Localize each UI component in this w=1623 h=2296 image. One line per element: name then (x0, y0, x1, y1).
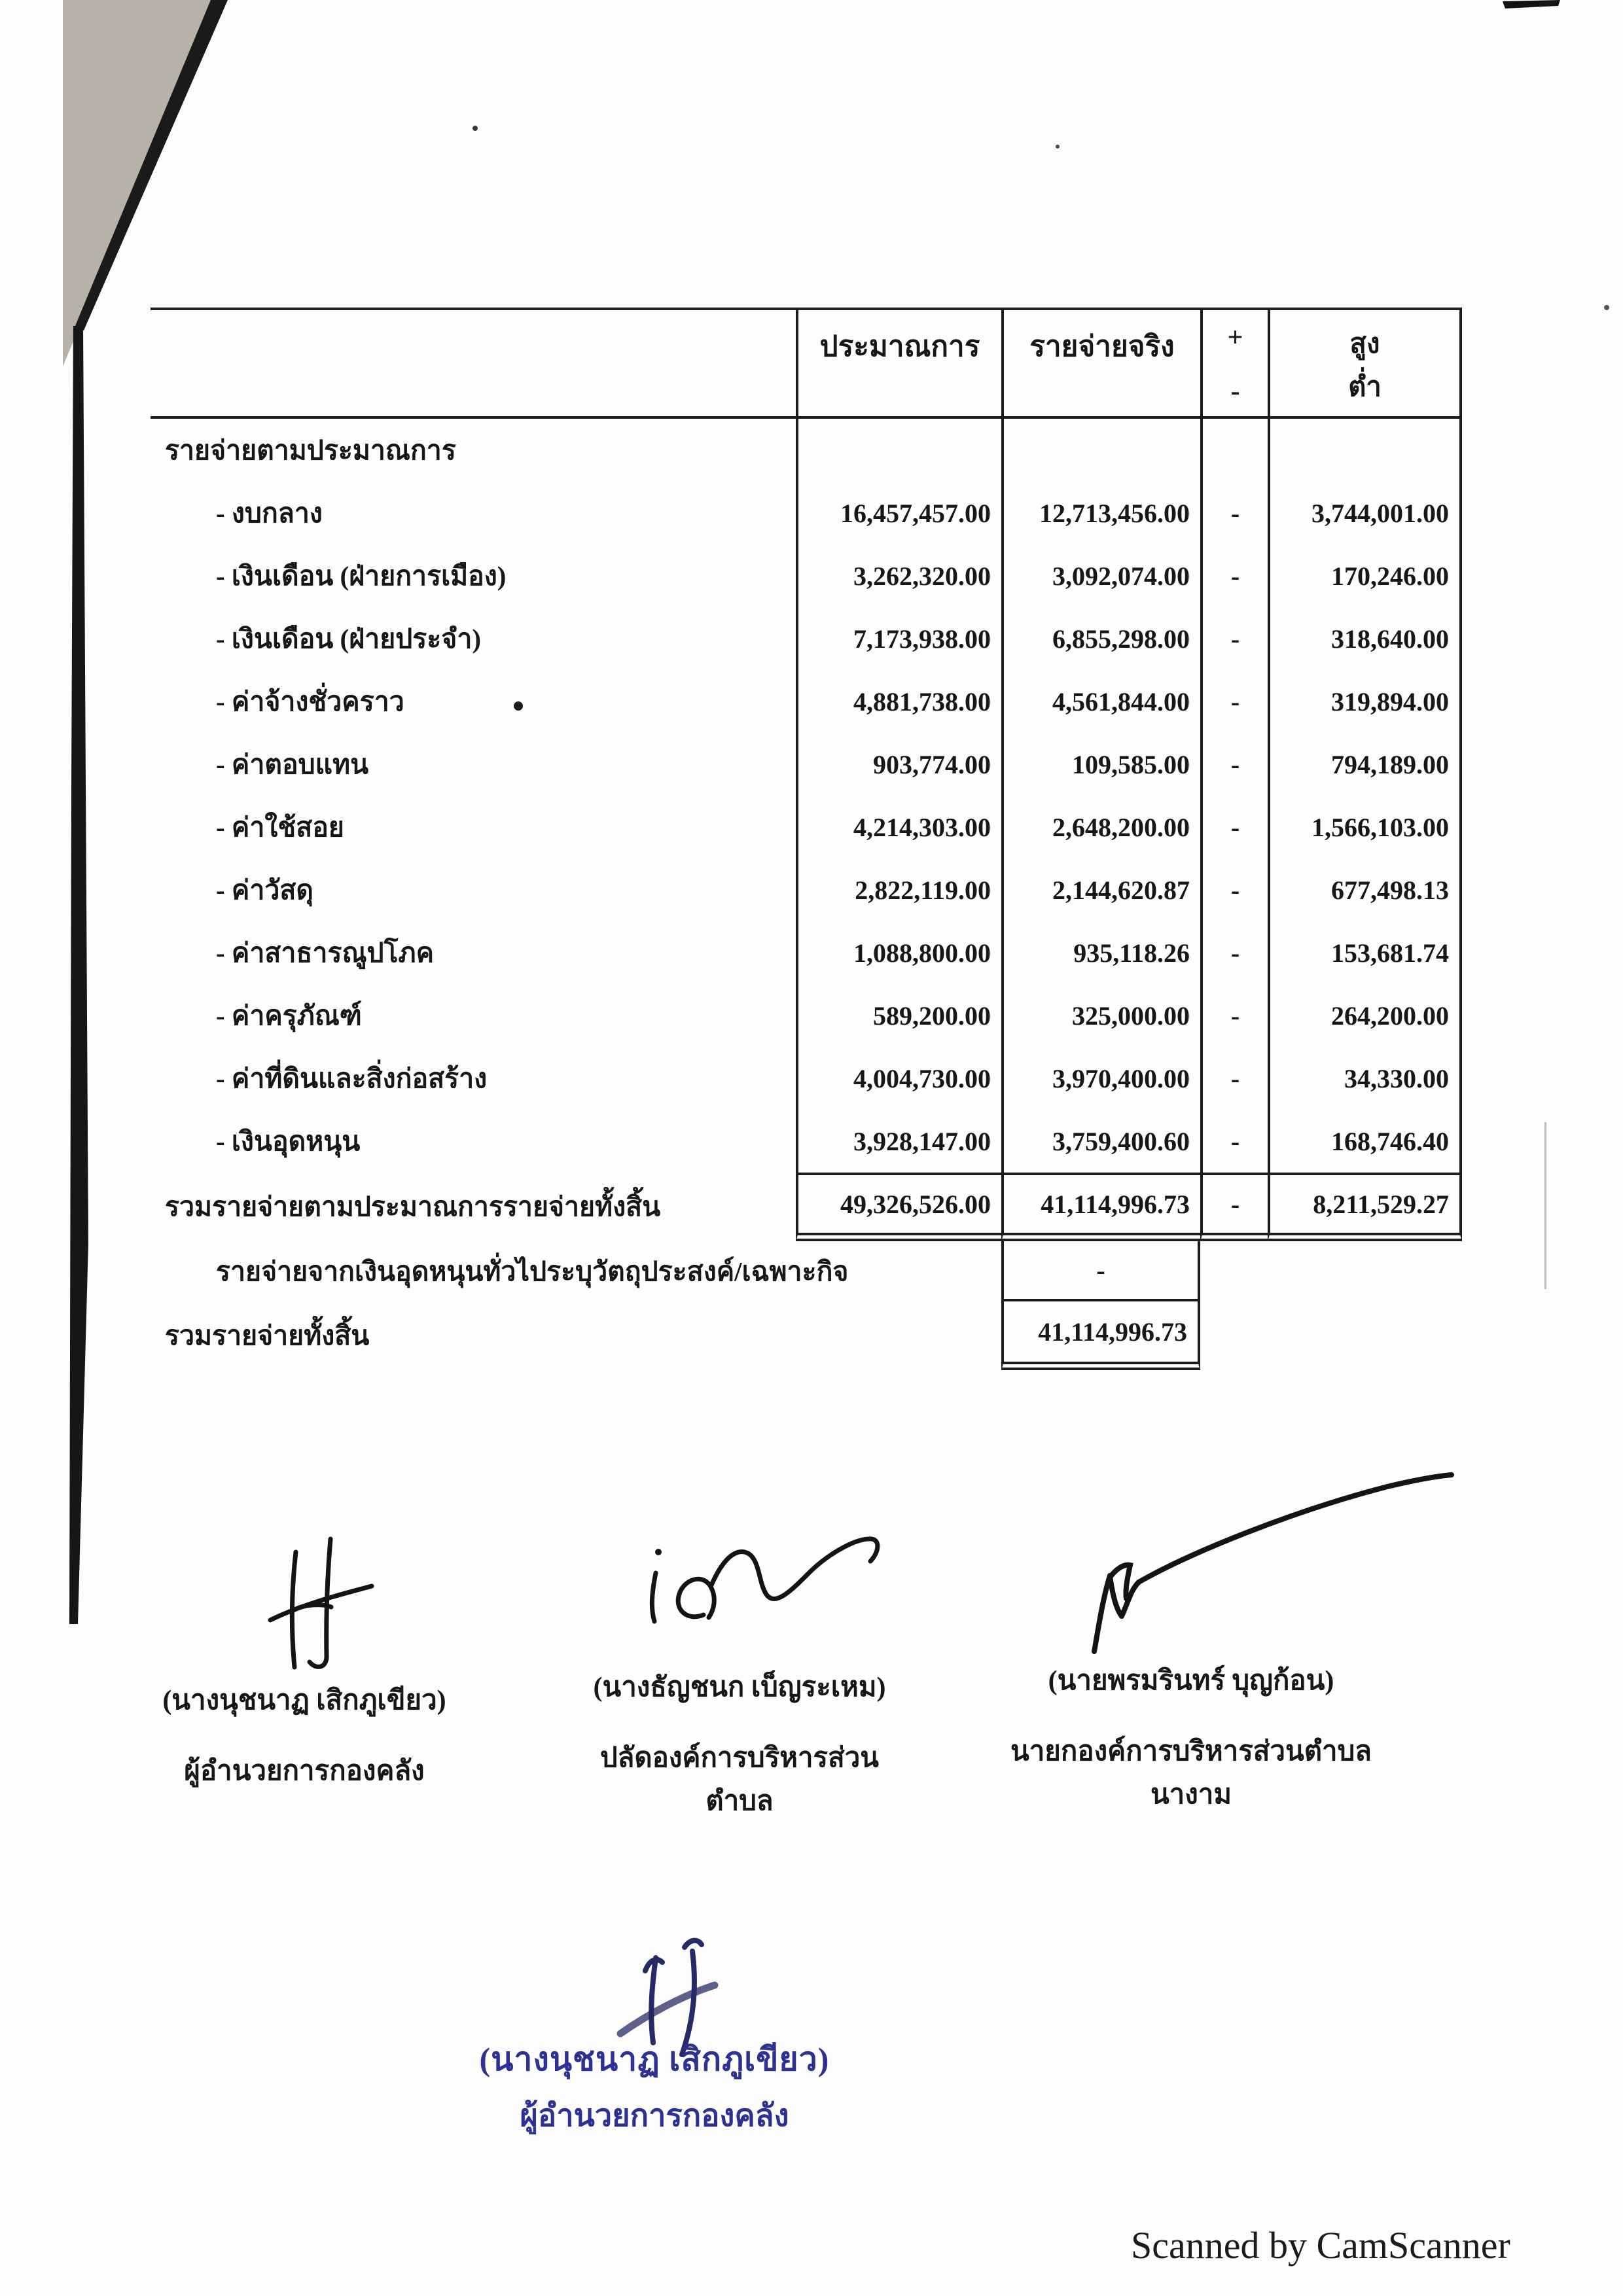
signer-title: ผู้อำนวยการกองคลัง (184, 1756, 425, 1786)
row-label: - งบกลาง (216, 497, 323, 528)
stamp-name: (นางนุชนาฏ เสิกภูเขียว) (479, 2041, 830, 2077)
grand-total-label: รวมรายจ่ายทั้งสิ้น (165, 1320, 370, 1351)
estimate-cell: 3,262,320.00 (796, 544, 1001, 607)
estimate-cell: 4,004,730.00 (796, 1047, 1001, 1110)
subsidy-actual-cell: - (1001, 1241, 1200, 1301)
diff-cell: 168,746.40 (1268, 1110, 1462, 1173)
sign-cell: - (1200, 733, 1268, 796)
minus-sign: - (1230, 376, 1240, 406)
total-diff-cell: 8,211,529.27 (1268, 1173, 1462, 1241)
section-label: รายจ่ายตามประมาณการ (165, 434, 456, 465)
row-label: - เงินอุดหนุน (216, 1125, 361, 1156)
sign-cell: - (1200, 607, 1268, 670)
diff-cell: 264,200.00 (1268, 984, 1462, 1047)
diff-cell: 34,330.00 (1268, 1047, 1462, 1110)
signature-finance-director (270, 1539, 372, 1667)
actual-cell: 4,561,844.00 (1001, 670, 1200, 733)
empty-cell (796, 419, 1001, 482)
actual-cell: 325,000.00 (1001, 984, 1200, 1047)
camscanner-watermark: Scanned by CamScanner (1131, 2224, 1510, 2267)
estimate-cell: 4,214,303.00 (796, 796, 1001, 858)
estimate-cell: 16,457,457.00 (796, 482, 1001, 544)
plus-sign: + (1227, 323, 1243, 353)
sign-cell: - (1200, 482, 1268, 544)
empty-cell (1200, 419, 1268, 482)
page-edge-diagonal (73, 0, 228, 330)
sign-cell: - (1200, 984, 1268, 1047)
estimate-cell: 2,822,119.00 (796, 858, 1001, 921)
diff-cell: 3,744,001.00 (1268, 482, 1462, 544)
grand-total-actual-cell: 41,114,996.73 (1001, 1301, 1200, 1370)
diff-high-label: สูง (1349, 329, 1380, 359)
empty-cell (1001, 419, 1200, 482)
stamp-title: ผู้อำนวยการกองคลัง (520, 2099, 789, 2133)
diff-cell: 319,894.00 (1268, 670, 1462, 733)
header-empty-cell (151, 308, 796, 419)
actual-cell: 2,648,200.00 (1001, 796, 1200, 858)
empty-cell (1268, 1301, 1462, 1370)
sign-cell: - (1200, 921, 1268, 984)
signature-block-finance-director (151, 1678, 458, 1792)
header-estimate: ประมาณการ (796, 308, 1001, 419)
diff-cell: 1,566,103.00 (1268, 796, 1462, 858)
signature-block-clerk (569, 1665, 910, 1822)
signer-title: นายกองค์การบริหารส่วนตำบลนางาม (1010, 1737, 1372, 1810)
actual-cell: 6,855,298.00 (1001, 607, 1200, 670)
page-edge-vertical (69, 326, 88, 1624)
row-label: - ค่าครุภัณฑ์ (216, 1000, 362, 1031)
sign-cell: - (1200, 544, 1268, 607)
actual-cell: 3,092,074.00 (1001, 544, 1200, 607)
diff-cell: 170,246.00 (1268, 544, 1462, 607)
empty-cell (1268, 419, 1462, 482)
diff-cell: 153,681.74 (1268, 921, 1462, 984)
actual-cell: 12,713,456.00 (1001, 482, 1200, 544)
signer-name: (นายพรมรินทร์ บุญก้อน) (1048, 1666, 1334, 1696)
actual-cell: 3,759,400.60 (1001, 1110, 1200, 1173)
header-diff (1268, 308, 1462, 419)
total-actual-cell: 41,114,996.73 (1001, 1173, 1200, 1241)
signer-title: ปลัดองค์การบริหารส่วนตำบล (599, 1743, 880, 1816)
actual-cell: 3,970,400.00 (1001, 1047, 1200, 1110)
row-label: - ค่าใช้สอย (216, 811, 344, 842)
estimate-cell: 1,088,800.00 (796, 921, 1001, 984)
estimate-cell: 4,881,738.00 (796, 670, 1001, 733)
row-label: - เงินเดือน (ฝ่ายการเมือง) (216, 560, 507, 591)
row-label: - เงินเดือน (ฝ่ายประจำ) (216, 623, 481, 654)
row-label: - ค่าสาธารณูปโภค (216, 937, 435, 968)
budget-table (151, 308, 1462, 1370)
empty-cell (1200, 1301, 1268, 1370)
right-edge-crease (1544, 1122, 1546, 1289)
signature-block-mayor (1001, 1659, 1381, 1816)
empty-cell (1268, 1241, 1462, 1301)
signature-clerk (652, 1539, 878, 1621)
estimate-cell: 589,200.00 (796, 984, 1001, 1047)
total-sign-cell: - (1200, 1173, 1268, 1241)
top-right-smudge (1503, 0, 1560, 9)
total-estimate-cell: 49,326,526.00 (796, 1173, 1001, 1241)
row-label: - ค่าที่ดินและสิ่งก่อสร้าง (216, 1063, 488, 1093)
estimate-cell: 3,928,147.00 (796, 1110, 1001, 1173)
total-row-label: รวมรายจ่ายตามประมาณการรายจ่ายทั้งสิ้น (165, 1192, 661, 1222)
ink-speck (1604, 305, 1609, 310)
diff-cell: 318,640.00 (1268, 607, 1462, 670)
actual-cell: 109,585.00 (1001, 733, 1200, 796)
sign-cell: - (1200, 1110, 1268, 1173)
subsidy-row-label: รายจ่ายจากเงินอุดหนุนทั่วไประบุวัตถุประสงค์/เฉพาะกิจ (216, 1256, 849, 1286)
stamp-block (471, 2034, 838, 2140)
signature-mayor (1094, 1475, 1452, 1651)
sign-cell: - (1200, 1047, 1268, 1110)
row-label: - ค่าวัสดุ (216, 874, 314, 905)
estimate-cell: 903,774.00 (796, 733, 1001, 796)
signer-name: (นางนุชนาฏ เสิกภูเขียว) (162, 1686, 446, 1716)
row-label: - ค่าจ้างชั่วคราว (216, 686, 404, 716)
sign-cell: - (1200, 796, 1268, 858)
ink-speck (1056, 145, 1060, 149)
empty-cell (1200, 1241, 1268, 1301)
header-plus-minus (1200, 308, 1268, 419)
estimate-cell: 7,173,938.00 (796, 607, 1001, 670)
header-actual: รายจ่ายจริง (1001, 308, 1200, 419)
sign-cell: - (1200, 858, 1268, 921)
diff-cell: 794,189.00 (1268, 733, 1462, 796)
row-label: - ค่าตอบแทน (216, 749, 369, 779)
actual-cell: 2,144,620.87 (1001, 858, 1200, 921)
signer-name: (นางธัญชนก เบ็ญระเหม) (593, 1672, 886, 1703)
ink-speck (473, 126, 478, 131)
actual-cell: 935,118.26 (1001, 921, 1200, 984)
diff-cell: 677,498.13 (1268, 858, 1462, 921)
sign-cell: - (1200, 670, 1268, 733)
diff-low-label: ต่ำ (1348, 372, 1382, 402)
